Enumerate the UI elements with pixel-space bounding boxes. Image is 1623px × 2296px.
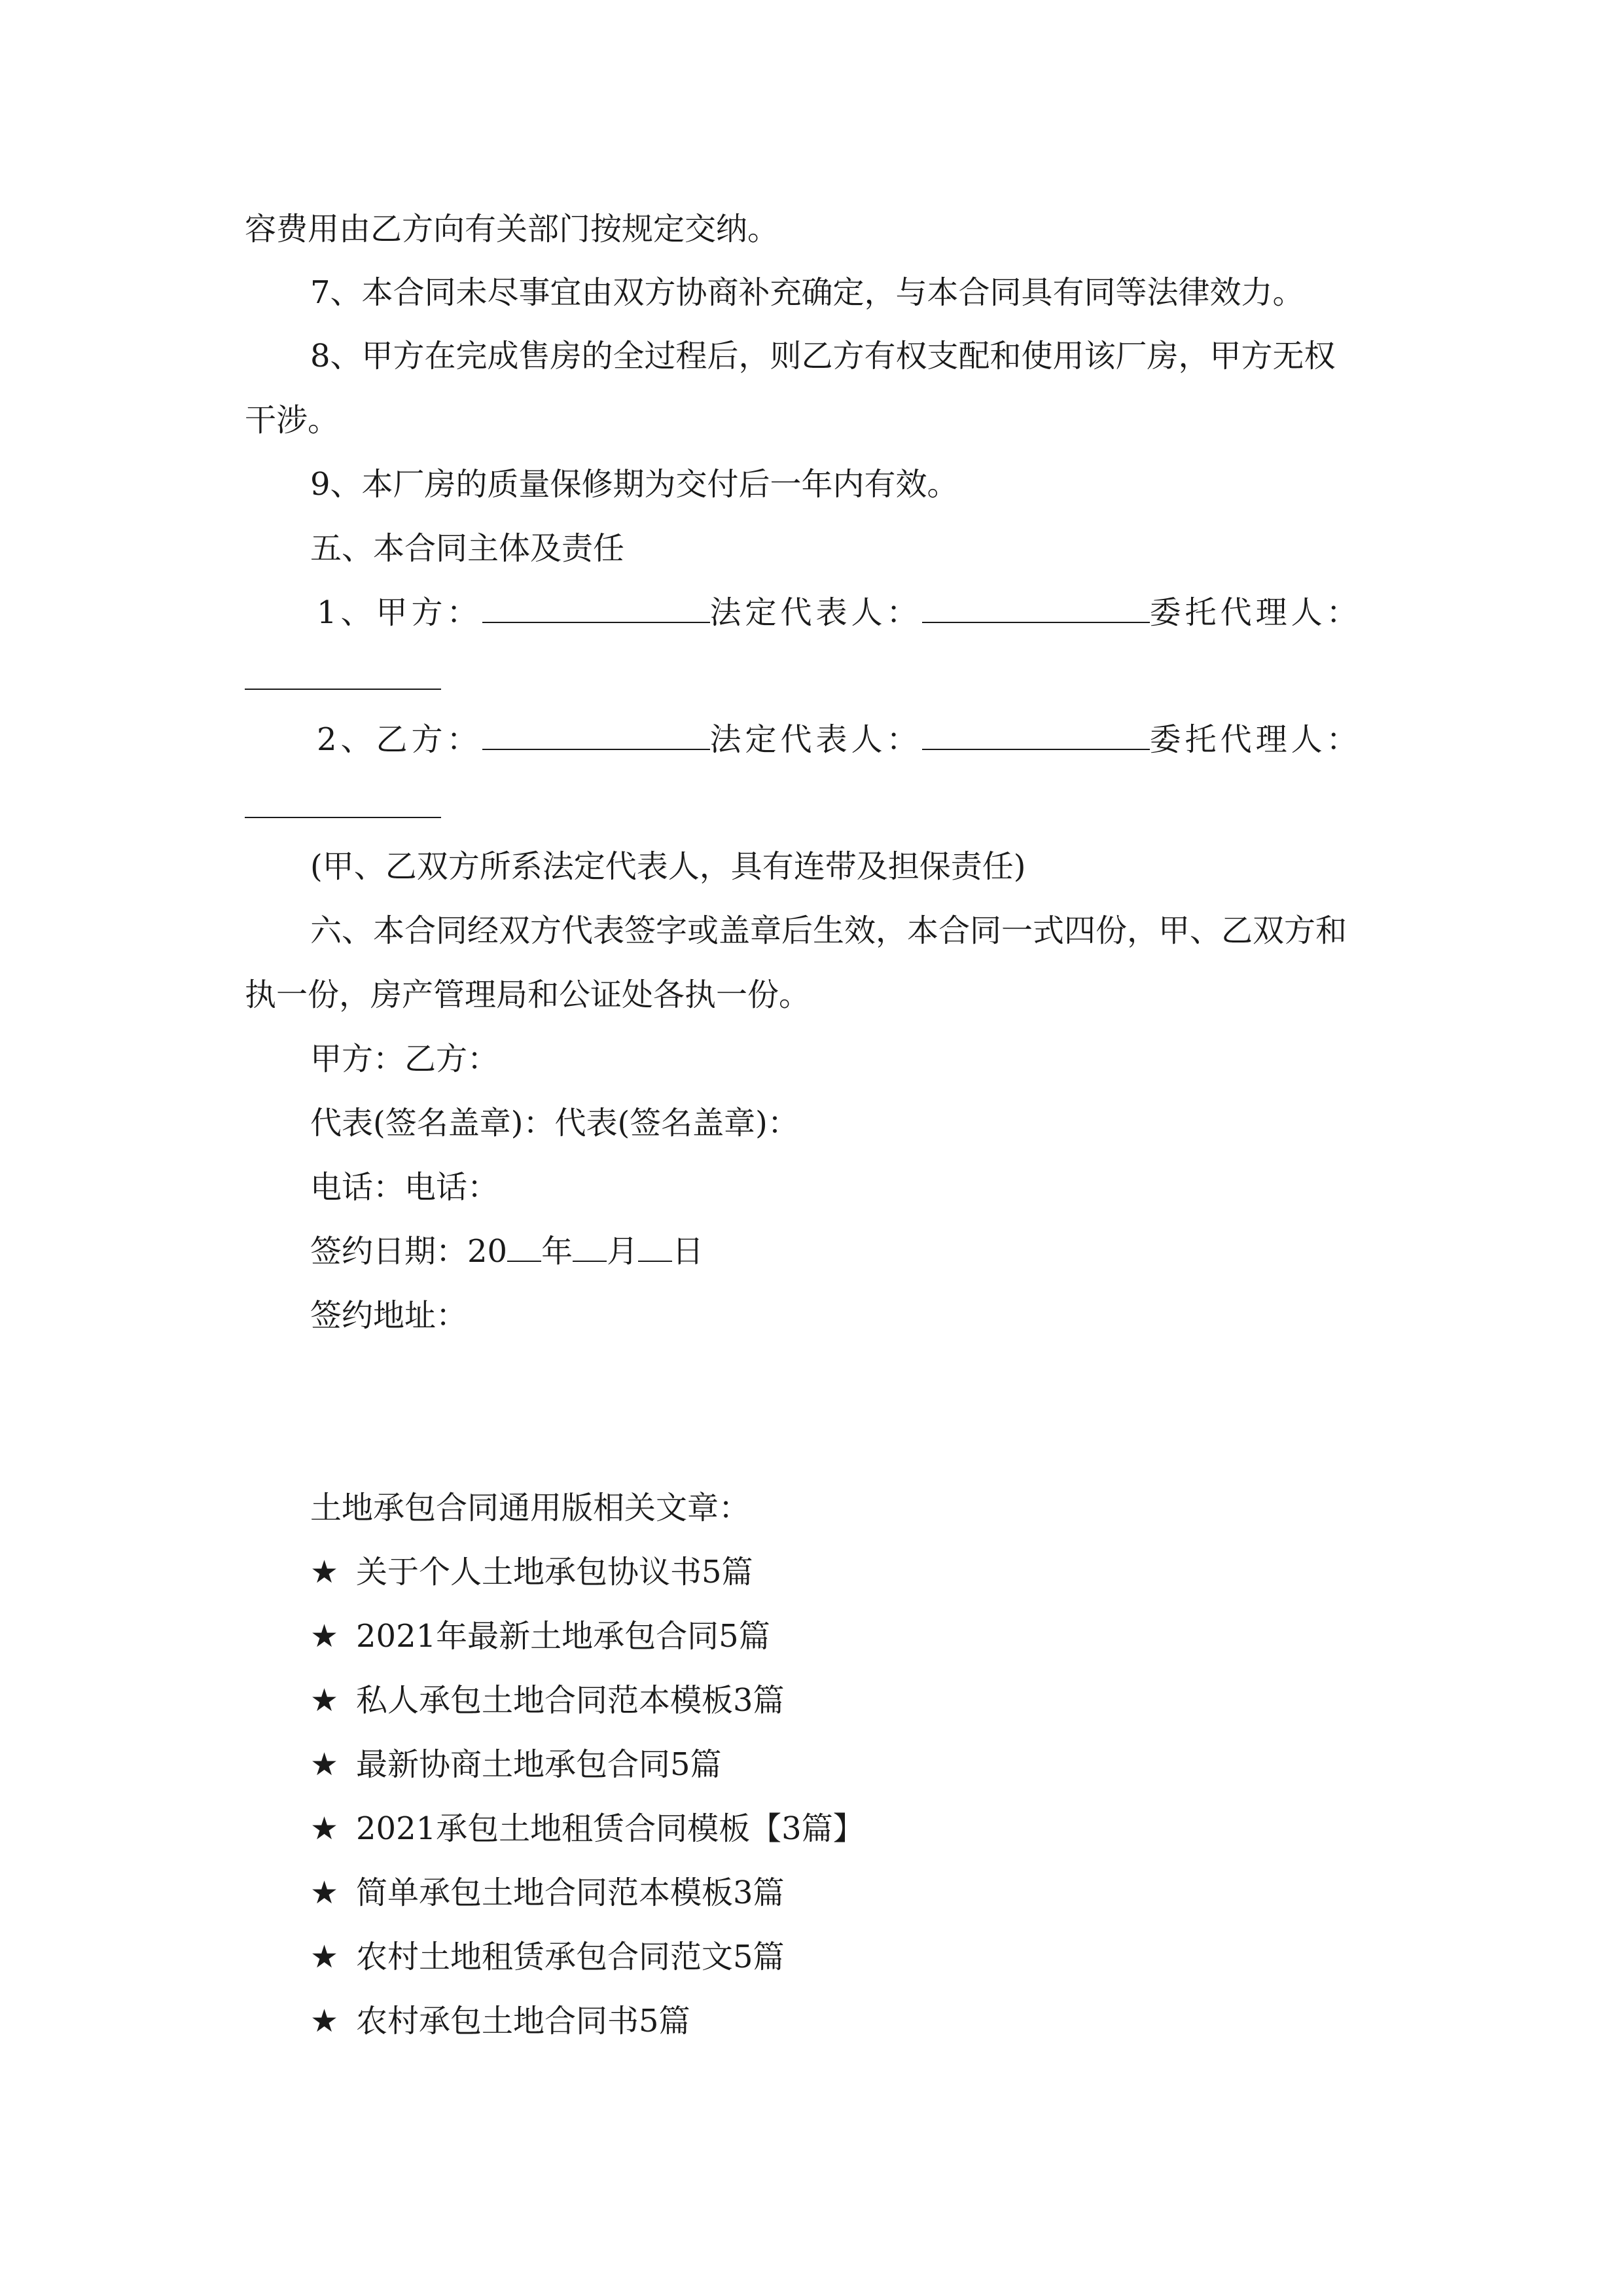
related-article-link[interactable] bbox=[310, 1679, 785, 1721]
party-a-legal-rep-label: 法定代表人： bbox=[709, 594, 922, 631]
related-article-link[interactable] bbox=[310, 1615, 770, 1657]
party-b-label: 2、乙方： bbox=[317, 721, 482, 758]
clause-7: 7、本合同未尽事宜由双方协商补充确定，与本合同具有同等法律效力。 bbox=[310, 274, 1304, 311]
signature-parties: 甲方：乙方： bbox=[310, 1041, 499, 1077]
related-article-title[interactable]: 农村土地租赁承包合同范文5篇 bbox=[356, 1939, 785, 1975]
related-article-link[interactable] bbox=[310, 1936, 785, 1978]
section-5-heading: 五、本合同主体及责任 bbox=[310, 530, 625, 567]
sign-day-unit: 日 bbox=[672, 1233, 704, 1270]
related-article-link[interactable] bbox=[310, 2000, 690, 2042]
party-a-label: 1、甲方： bbox=[317, 594, 482, 631]
star-icon: ★ bbox=[310, 1682, 339, 1719]
related-articles-heading: 土地承包合同通用版相关文章： bbox=[310, 1490, 751, 1526]
star-icon: ★ bbox=[310, 2003, 339, 2039]
clause-8-continued: 干涉。 bbox=[245, 402, 340, 439]
related-article-title[interactable]: 最新协商土地承包合同5篇 bbox=[356, 1746, 722, 1783]
signature-phones: 电话：电话： bbox=[310, 1169, 499, 1206]
star-icon: ★ bbox=[310, 1618, 339, 1655]
sign-year-blank[interactable] bbox=[507, 1232, 541, 1262]
related-article-link[interactable] bbox=[310, 1872, 785, 1914]
party-b-legal-rep-blank[interactable] bbox=[922, 720, 1150, 750]
related-article-title[interactable]: 简单承包土地合同范本模板3篇 bbox=[356, 1874, 785, 1911]
sign-day-blank[interactable] bbox=[638, 1232, 672, 1262]
party-a-name-blank[interactable] bbox=[482, 593, 710, 623]
star-icon: ★ bbox=[310, 1874, 339, 1911]
star-icon: ★ bbox=[310, 1554, 339, 1590]
clause-9: 9、本厂房的质量保修期为交付后一年内有效。 bbox=[310, 466, 959, 503]
sign-month-blank[interactable] bbox=[573, 1232, 607, 1262]
star-icon: ★ bbox=[310, 1939, 339, 1975]
star-icon: ★ bbox=[310, 1746, 339, 1783]
party-b-agent-label: 委托代理人： bbox=[1149, 721, 1362, 758]
party-b-row bbox=[317, 719, 1362, 761]
sign-date-label: 签约日期：20 bbox=[310, 1233, 508, 1270]
sign-address: 签约地址： bbox=[310, 1297, 468, 1334]
related-article-link[interactable] bbox=[310, 1808, 865, 1850]
party-b-name-blank[interactable] bbox=[482, 720, 710, 750]
related-article-title[interactable]: 农村承包土地合同书5篇 bbox=[356, 2003, 690, 2039]
section-6: 六、本合同经双方代表签字或盖章后生效，本合同一式四份，甲、乙双方和 bbox=[310, 912, 1347, 949]
party-a-agent-label: 委托代理人： bbox=[1149, 594, 1362, 631]
star-icon: ★ bbox=[310, 1810, 339, 1847]
related-article-title[interactable]: 2021年最新土地承包合同5篇 bbox=[356, 1618, 770, 1655]
related-article-title[interactable]: 私人承包土地合同范本模板3篇 bbox=[356, 1682, 785, 1719]
party-a-agent-blank[interactable] bbox=[245, 689, 441, 690]
section-6-continued: 执一份，房产管理局和公证处各执一份。 bbox=[245, 977, 811, 1013]
sign-year-unit: 年 bbox=[541, 1233, 573, 1270]
related-article-link[interactable] bbox=[310, 1551, 753, 1593]
related-article-title[interactable]: 关于个人土地承包协议书5篇 bbox=[356, 1554, 753, 1590]
sign-month-unit: 月 bbox=[607, 1233, 639, 1270]
party-a-legal-rep-blank[interactable] bbox=[922, 593, 1150, 623]
party-b-legal-rep-label: 法定代表人： bbox=[709, 721, 922, 758]
party-b-agent-blank[interactable] bbox=[245, 817, 441, 818]
clause-8: 8、甲方在完成售房的全过程后，则乙方有权支配和使用该厂房，甲方无权 bbox=[310, 338, 1336, 374]
related-article-link[interactable] bbox=[310, 1744, 722, 1785]
sign-date bbox=[310, 1230, 704, 1272]
related-article-title[interactable]: 2021承包土地租赁合同模板【3篇】 bbox=[356, 1810, 865, 1847]
signature-representatives: 代表(签名盖章)：代表(签名盖章)： bbox=[310, 1105, 799, 1141]
liability-note: (甲、乙双方所系法定代表人，具有连带及担保责任) bbox=[310, 848, 1026, 885]
paragraph-line: 容费用由乙方向有关部门按规定交纳。 bbox=[245, 211, 779, 247]
party-a-row bbox=[317, 592, 1362, 634]
